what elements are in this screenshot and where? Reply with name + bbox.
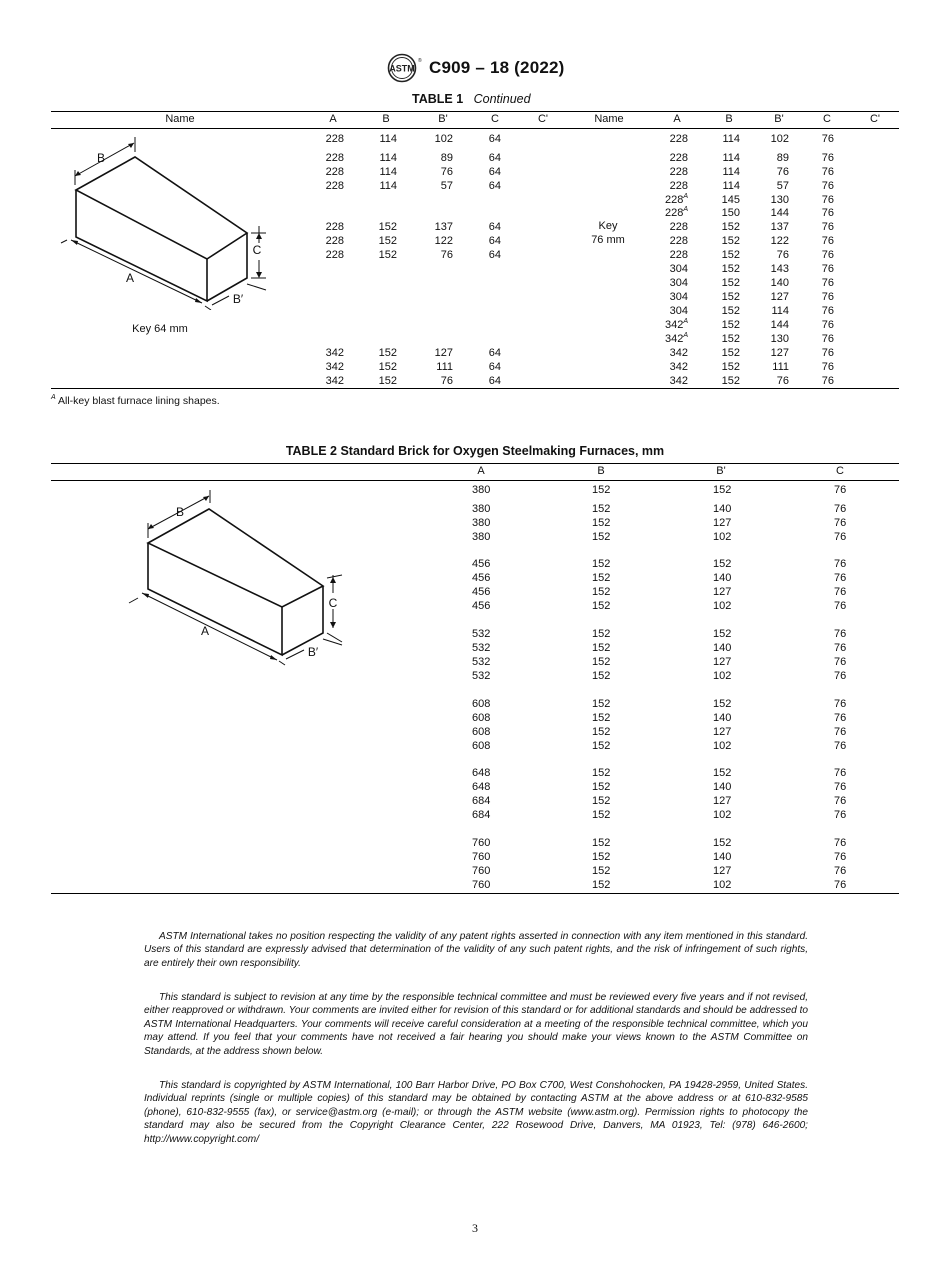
table2-col-header: B' bbox=[716, 465, 726, 477]
table2-cell: 76 bbox=[834, 837, 847, 849]
table2-cell: 102 bbox=[713, 600, 732, 612]
table2-cell: 152 bbox=[592, 642, 611, 654]
table2-cell: 152 bbox=[592, 781, 611, 793]
table1-label: TABLE 1 bbox=[412, 92, 464, 106]
table2-cell: 76 bbox=[834, 726, 847, 738]
table1-left-cell: 111 bbox=[436, 361, 453, 373]
table2-cell: 127 bbox=[713, 656, 732, 668]
table2-cell: 76 bbox=[834, 531, 847, 543]
table2-cell: 152 bbox=[592, 656, 611, 668]
table1-left-cell: 152 bbox=[378, 375, 397, 387]
table2-cell: 152 bbox=[713, 628, 732, 640]
table2-cell: 684 bbox=[472, 809, 491, 821]
table1-right-cell-bprime: 130 bbox=[770, 333, 789, 345]
table1-right-cell-a bbox=[640, 332, 688, 346]
table1-left-cell: 114 bbox=[379, 152, 397, 164]
table2-cell: 532 bbox=[472, 670, 491, 682]
table2-col-header: B bbox=[597, 465, 605, 477]
table1-right-cell-bprime: 76 bbox=[776, 249, 789, 261]
table1-header-rule bbox=[51, 128, 899, 129]
value-a: 342 bbox=[669, 361, 688, 373]
table2-cell: 152 bbox=[713, 484, 732, 496]
table2-cell: 76 bbox=[834, 628, 847, 640]
table1-right-cell-bprime: 114 bbox=[771, 305, 789, 317]
table1-left-cell: 64 bbox=[488, 235, 501, 247]
table2-cell: 76 bbox=[834, 851, 847, 863]
table2-cell: 140 bbox=[713, 503, 732, 515]
table2-cell: 76 bbox=[834, 572, 847, 584]
table2-cell: 127 bbox=[713, 865, 732, 877]
table1-right-cell-b: 152 bbox=[721, 375, 740, 387]
notice-revision: This standard is subject to revision at any time by the responsible technical committee and must be reviewed every five years and if not revised, either reapproved or withdrawn. Your comments are invited either for revision of this standard or for additional standards and should be addressed to ASTM International Headquarters. Your comments will receive careful consideration at a meeting of the responsible technical committee, which you may attend. If you feel that your comments have not received a fair hearing you should make your views known to the ASTM Committee on Standards, at the address shown below. bbox=[144, 992, 808, 1057]
table1-right-cell-c: 76 bbox=[821, 319, 834, 331]
table2-cell: 608 bbox=[472, 698, 491, 710]
table1-right-cell-bprime: 111 bbox=[772, 361, 789, 373]
table1-right-cell-bprime: 144 bbox=[770, 319, 789, 331]
table2-cell: 152 bbox=[713, 558, 732, 570]
table1-left-cell: 64 bbox=[488, 249, 501, 261]
table1-col-header: B bbox=[382, 113, 390, 125]
table1-left-cell: 152 bbox=[378, 347, 397, 359]
table2-cell: 76 bbox=[834, 656, 847, 668]
table1-right-cell-bprime: 57 bbox=[776, 180, 789, 192]
table1-right-cell-b: 152 bbox=[721, 361, 740, 373]
table2-cell: 380 bbox=[472, 531, 491, 543]
table1-right-cell-a bbox=[640, 206, 688, 220]
table2-cell: 140 bbox=[713, 712, 732, 724]
table2-cell: 152 bbox=[592, 670, 611, 682]
table1-right-cell-c: 76 bbox=[821, 361, 834, 373]
table1-left-cell: 64 bbox=[488, 166, 501, 178]
table2-bottom-rule bbox=[51, 893, 899, 894]
table1-right-cell-b: 114 bbox=[722, 180, 740, 192]
table1-col-header: B' bbox=[438, 113, 448, 125]
table2-cell: 760 bbox=[472, 879, 491, 891]
table2-cell: 76 bbox=[834, 781, 847, 793]
table2-cell: 76 bbox=[834, 670, 847, 682]
table2-cell: 76 bbox=[834, 865, 847, 877]
table1-right-cell-c: 76 bbox=[821, 277, 834, 289]
notice-copyright: This standard is copyrighted by ASTM International, 100 Barr Harbor Drive, PO Box C700, West Conshohocken, PA 19428-2959, United States. Individual reprints (single or multiple copies) of this standard may be obtained by contacting ASTM at the above address or at 610-832-9585 (phone), 610-832-9555 (fax), or service@astm.org (e-mail); or through the ASTM website (www.astm.org). Permission rights to photocopy the standard may also be secured from the Copyright Clearance Center, 222 Rosewood Drive, Danvers, MA 01923, Tel: (978) 646-2600; http://www.copyright.com/ bbox=[144, 1080, 808, 1145]
table1-right-cell-a bbox=[640, 304, 688, 318]
table1-left-cell: 152 bbox=[378, 361, 397, 373]
table2-cell: 140 bbox=[713, 851, 732, 863]
value-a: 342 bbox=[664, 319, 684, 331]
table1-left-cell: 228 bbox=[325, 235, 344, 247]
value-a: 342 bbox=[669, 375, 688, 387]
table1-right-cell-c: 76 bbox=[821, 133, 834, 145]
table1-left-cell: 228 bbox=[325, 221, 344, 233]
table1-right-cell-b: 152 bbox=[721, 277, 740, 289]
table2-cell: 152 bbox=[592, 795, 611, 807]
table1-right-cell-b: 152 bbox=[721, 235, 740, 247]
table1-right-cell-c: 76 bbox=[821, 166, 834, 178]
table1-right-cell-c: 76 bbox=[821, 347, 834, 359]
table2-cell: 152 bbox=[713, 837, 732, 849]
table2-cell: 76 bbox=[834, 503, 847, 515]
table2-cell: 76 bbox=[834, 767, 847, 779]
table1-right-cell-a bbox=[640, 374, 688, 388]
table2-cell: 152 bbox=[592, 572, 611, 584]
table1-right-cell-b: 152 bbox=[721, 305, 740, 317]
table2-cell: 532 bbox=[472, 642, 491, 654]
table2-cell: 380 bbox=[472, 517, 491, 529]
svg-text:ASTM: ASTM bbox=[389, 63, 415, 74]
table1-right-cell-b: 152 bbox=[721, 291, 740, 303]
table2-cell: 127 bbox=[713, 517, 732, 529]
table1-col-header: Name bbox=[594, 113, 624, 125]
table1-right-cell-b: 152 bbox=[721, 263, 740, 275]
table1-right-cell-b: 152 bbox=[721, 221, 740, 233]
table2-cell: 76 bbox=[834, 558, 847, 570]
table2-cell: 76 bbox=[834, 586, 847, 598]
table2-cell: 152 bbox=[592, 517, 611, 529]
fig2-label-bprime: B′ bbox=[307, 645, 319, 659]
table2-cell: 648 bbox=[472, 781, 491, 793]
table2-cell: 76 bbox=[834, 809, 847, 821]
table2-cell: 127 bbox=[713, 586, 732, 598]
table2-cell: 380 bbox=[472, 503, 491, 515]
table2-cell: 152 bbox=[713, 698, 732, 710]
table1-col-header: C bbox=[491, 113, 499, 125]
table2-cell: 532 bbox=[472, 628, 491, 640]
table2-col-header: C bbox=[836, 465, 844, 477]
table1-right-cell-c: 76 bbox=[821, 152, 834, 164]
table1-left-cell: 342 bbox=[325, 375, 344, 387]
table1-left-cell: 64 bbox=[488, 347, 501, 359]
table2-cell: 76 bbox=[834, 712, 847, 724]
table1-right-cell-c: 76 bbox=[821, 333, 834, 345]
table2-col-header: A bbox=[477, 465, 485, 477]
table1-left-cell: 122 bbox=[434, 235, 453, 247]
table1-right-cell-bprime: 127 bbox=[770, 347, 789, 359]
table2-cell: 456 bbox=[472, 586, 491, 598]
table1-right-cell-a bbox=[640, 262, 688, 276]
table1-right-cell-c: 76 bbox=[821, 235, 834, 247]
value-a: 228 bbox=[669, 235, 688, 247]
table1-left-name: Key 64 mm bbox=[132, 323, 188, 335]
table1-left-cell: 228 bbox=[325, 166, 344, 178]
table2-cell: 152 bbox=[592, 531, 611, 543]
table1-right-cell-a bbox=[640, 234, 688, 248]
table1-right-cell-b: 145 bbox=[721, 194, 740, 206]
table1-right-cell-c: 76 bbox=[821, 291, 834, 303]
table1-left-cell: 228 bbox=[325, 133, 344, 145]
table1-left-cell: 64 bbox=[488, 361, 501, 373]
table2-cell: 152 bbox=[713, 767, 732, 779]
table2-cell: 152 bbox=[592, 712, 611, 724]
table2-cell: 760 bbox=[472, 851, 491, 863]
table1-left-cell: 228 bbox=[325, 180, 344, 192]
table1-right-cell-c: 76 bbox=[821, 375, 834, 387]
table2-cell: 152 bbox=[592, 628, 611, 640]
table1-right-cell-bprime: 144 bbox=[770, 207, 789, 219]
table1-right-cell-bprime: 76 bbox=[776, 375, 789, 387]
table1-right-cell-a bbox=[640, 179, 688, 193]
table1-right-cell-c: 76 bbox=[821, 263, 834, 275]
page-number: 3 bbox=[472, 1221, 478, 1235]
value-a: 228 bbox=[664, 207, 684, 219]
table1-col-header: A bbox=[329, 113, 337, 125]
table1-top-rule bbox=[51, 111, 899, 112]
table1-footnote bbox=[51, 395, 220, 407]
fig2-label-b: B bbox=[175, 505, 185, 519]
table1-right-cell-bprime: 143 bbox=[770, 263, 789, 275]
footnote-ref: A bbox=[683, 206, 688, 213]
svg-text:®: ® bbox=[418, 58, 422, 64]
table1-right-cell-b: 114 bbox=[722, 133, 740, 145]
table2-cell: 76 bbox=[834, 642, 847, 654]
table1-left-cell: 114 bbox=[379, 133, 397, 145]
table2-cell: 152 bbox=[592, 879, 611, 891]
table1-right-cell-a bbox=[640, 132, 688, 146]
value-a: 228 bbox=[669, 133, 688, 145]
table1-right-cell-a bbox=[640, 248, 688, 262]
table2-cell: 76 bbox=[834, 600, 847, 612]
table1-right-cell-b: 152 bbox=[721, 347, 740, 359]
table1-continued: Continued bbox=[473, 92, 531, 106]
table2-cell: 102 bbox=[713, 670, 732, 682]
footnote-text: All-key blast furnace lining shapes. bbox=[55, 395, 220, 407]
table1-right-cell-bprime: 76 bbox=[776, 166, 789, 178]
table1-left-cell: 228 bbox=[325, 152, 344, 164]
table1-left-cell: 64 bbox=[488, 133, 501, 145]
table1-right-cell-b: 152 bbox=[721, 249, 740, 261]
document-title: C909 – 18 (2022) bbox=[429, 58, 565, 77]
table1-right-cell-bprime: 89 bbox=[776, 152, 789, 164]
table2-title: TABLE 2 Standard Brick for Oxygen Steelmaking Furnaces, mm bbox=[285, 444, 665, 458]
table1-left-cell: 76 bbox=[440, 166, 453, 178]
value-a: 304 bbox=[669, 291, 688, 303]
table1-left-cell: 152 bbox=[378, 249, 397, 261]
table1-right-cell-c: 76 bbox=[821, 249, 834, 261]
fig1-label-b: B bbox=[96, 151, 106, 165]
table2-cell: 608 bbox=[472, 712, 491, 724]
table1-left-cell: 342 bbox=[325, 347, 344, 359]
table1-right-cell-bprime: 122 bbox=[770, 235, 789, 247]
table2-cell: 140 bbox=[713, 781, 732, 793]
table2-cell: 152 bbox=[592, 837, 611, 849]
table1-col-header: C bbox=[823, 113, 831, 125]
table2-cell: 608 bbox=[472, 740, 491, 752]
table1-right-cell-bprime: 102 bbox=[770, 133, 789, 145]
table1-right-cell-bprime: 130 bbox=[770, 194, 789, 206]
table1-right-cell-c: 76 bbox=[821, 305, 834, 317]
table2-cell: 152 bbox=[592, 740, 611, 752]
table1-caption bbox=[412, 92, 531, 106]
table2-cell: 152 bbox=[592, 767, 611, 779]
table1-right-cell-a bbox=[640, 151, 688, 165]
footnote-ref: A bbox=[683, 193, 688, 200]
table2-header-rule bbox=[51, 480, 899, 481]
table2-cell: 76 bbox=[834, 740, 847, 752]
table1-brick-figure bbox=[51, 130, 291, 315]
table2-cell: 684 bbox=[472, 795, 491, 807]
table2-cell: 532 bbox=[472, 656, 491, 668]
table1-col-header: Name bbox=[165, 113, 195, 125]
fig2-label-a: A bbox=[200, 624, 210, 638]
footnote-mark: A bbox=[51, 394, 56, 401]
table1-left-cell: 228 bbox=[325, 249, 344, 261]
table2-cell: 140 bbox=[713, 642, 732, 654]
table2-brick-figure bbox=[120, 485, 360, 680]
value-a: 304 bbox=[669, 305, 688, 317]
value-a: 228 bbox=[664, 194, 684, 206]
table2-cell: 102 bbox=[713, 879, 732, 891]
value-a: 342 bbox=[669, 347, 688, 359]
table2-cell: 152 bbox=[592, 851, 611, 863]
table2-cell: 76 bbox=[834, 879, 847, 891]
table1-left-cell: 89 bbox=[440, 152, 453, 164]
table2-cell: 102 bbox=[713, 809, 732, 821]
table1-left-cell: 76 bbox=[440, 249, 453, 261]
table1-right-cell-a bbox=[640, 346, 688, 360]
astm-logo bbox=[384, 52, 424, 89]
value-a: 228 bbox=[669, 249, 688, 261]
table1-right-cell-b: 152 bbox=[721, 319, 740, 331]
table1-left-cell: 76 bbox=[440, 375, 453, 387]
table1-right-name-line2: 76 mm bbox=[591, 234, 625, 246]
table1-right-cell-a bbox=[640, 360, 688, 374]
fig2-label-c: C bbox=[328, 596, 338, 610]
value-a: 304 bbox=[669, 277, 688, 289]
table2-cell: 76 bbox=[834, 484, 847, 496]
table2-cell: 152 bbox=[592, 503, 611, 515]
table2-cell: 152 bbox=[592, 600, 611, 612]
table1-right-cell-b: 114 bbox=[722, 152, 740, 164]
table1-left-cell: 137 bbox=[434, 221, 453, 233]
table1-left-cell: 127 bbox=[434, 347, 453, 359]
table1-left-cell: 64 bbox=[488, 152, 501, 164]
table2-cell: 76 bbox=[834, 698, 847, 710]
value-a: 228 bbox=[669, 152, 688, 164]
table1-right-name-line1: Key bbox=[598, 220, 618, 232]
table2-top-rule bbox=[51, 463, 899, 464]
table2-cell: 102 bbox=[713, 740, 732, 752]
table1-left-cell: 342 bbox=[325, 361, 344, 373]
table1-right-cell-c: 76 bbox=[821, 194, 834, 206]
table1-right-cell-c: 76 bbox=[821, 207, 834, 219]
table1-col-header: A bbox=[673, 113, 681, 125]
table1-right-cell-b: 152 bbox=[721, 333, 740, 345]
table1-right-cell-bprime: 137 bbox=[770, 221, 789, 233]
fig1-label-c: C bbox=[252, 243, 262, 257]
table1-right-cell-c: 76 bbox=[821, 221, 834, 233]
value-a: 342 bbox=[664, 333, 684, 345]
table1-right-cell-a bbox=[640, 290, 688, 304]
table1-col-header: C' bbox=[537, 113, 549, 125]
table1-right-cell-b: 114 bbox=[722, 166, 740, 178]
table1-left-cell: 114 bbox=[379, 166, 397, 178]
value-a: 228 bbox=[669, 221, 688, 233]
fig1-label-a: A bbox=[125, 271, 135, 285]
table1-right-cell-b: 150 bbox=[721, 207, 740, 219]
table1-right-cell-c: 76 bbox=[821, 180, 834, 192]
table2-cell: 152 bbox=[592, 809, 611, 821]
table2-cell: 456 bbox=[472, 600, 491, 612]
table1-right-cell-a bbox=[640, 165, 688, 179]
table1-col-header: B' bbox=[774, 113, 784, 125]
table2-cell: 152 bbox=[592, 726, 611, 738]
table2-cell: 76 bbox=[834, 795, 847, 807]
table1-right-cell-a bbox=[640, 193, 688, 207]
value-a: 228 bbox=[669, 180, 688, 192]
table1-bottom-rule bbox=[51, 388, 899, 389]
table1-right-cell-a bbox=[640, 276, 688, 290]
table2-cell: 127 bbox=[713, 795, 732, 807]
table1-left-cell: 57 bbox=[440, 180, 453, 192]
table2-cell: 760 bbox=[472, 865, 491, 877]
table2-cell: 648 bbox=[472, 767, 491, 779]
fig1-label-bprime: B′ bbox=[232, 292, 244, 306]
notice-patent: ASTM International takes no position respecting the validity of any patent rights asserted in connection with any item mentioned in this standard. Users of this standard are expressly advised that determination of the validity of any such patent rights, and the risk of infringement of such rights, are entirely their own responsibility. bbox=[144, 931, 808, 969]
table2-cell: 152 bbox=[592, 558, 611, 570]
value-a: 304 bbox=[669, 263, 688, 275]
table1-left-cell: 64 bbox=[488, 221, 501, 233]
table2-cell: 152 bbox=[592, 586, 611, 598]
table2-cell: 152 bbox=[592, 484, 611, 496]
footnote-ref: A bbox=[683, 332, 688, 339]
table1-left-cell: 114 bbox=[379, 180, 397, 192]
table1-right-cell-a bbox=[640, 318, 688, 332]
value-a: 228 bbox=[669, 166, 688, 178]
table2-cell: 102 bbox=[713, 531, 732, 543]
table1-left-cell: 152 bbox=[378, 235, 397, 247]
table2-cell: 456 bbox=[472, 572, 491, 584]
table1-right-cell-bprime: 127 bbox=[770, 291, 789, 303]
table2-cell: 456 bbox=[472, 558, 491, 570]
table2-cell: 76 bbox=[834, 517, 847, 529]
table2-cell: 152 bbox=[592, 698, 611, 710]
table2-cell: 127 bbox=[713, 726, 732, 738]
table1-right-cell-bprime: 140 bbox=[770, 277, 789, 289]
table1-col-header: C' bbox=[869, 113, 881, 125]
table2-cell: 760 bbox=[472, 837, 491, 849]
table1-col-header: B bbox=[725, 113, 733, 125]
table1-left-cell: 64 bbox=[488, 180, 501, 192]
footnote-ref: A bbox=[683, 318, 688, 325]
table2-cell: 380 bbox=[472, 484, 491, 496]
table1-right-cell-a bbox=[640, 220, 688, 234]
table1-left-cell: 152 bbox=[378, 221, 397, 233]
table2-cell: 140 bbox=[713, 572, 732, 584]
table2-cell: 152 bbox=[592, 865, 611, 877]
table2-cell: 608 bbox=[472, 726, 491, 738]
table1-left-cell: 102 bbox=[434, 133, 453, 145]
table1-left-cell: 64 bbox=[488, 375, 501, 387]
